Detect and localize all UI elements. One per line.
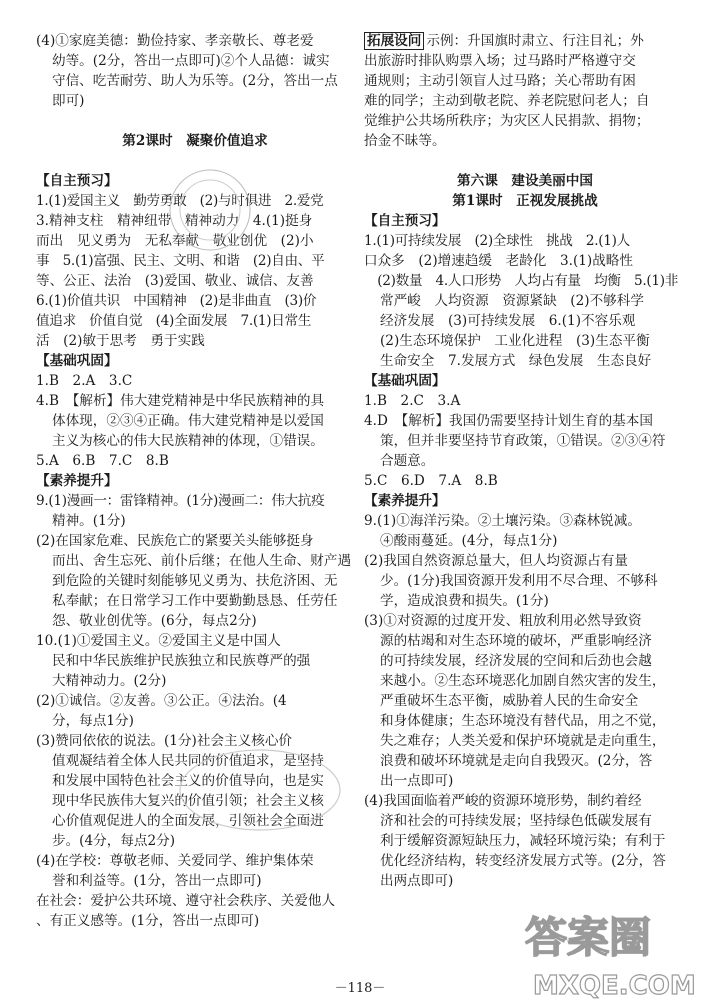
left-line: 即可) xyxy=(52,93,85,109)
left-line: (3)赞同依依的说法。(1分)社会主义核心价 xyxy=(36,733,293,749)
left-line: 3.精神支柱 精神纽带 精神动力 4.(1)挺身 xyxy=(36,213,313,229)
left-line: 值追求 价值自觉 (4)全面发展 7.(1)日常生 xyxy=(36,313,312,329)
right-line: 【基础巩固】 xyxy=(364,373,446,389)
left-line: 主义为核心的伟大民族精神的体现，①错误。 xyxy=(52,433,324,449)
left-line: 民和中华民族维护民族独立和民族尊严的强 xyxy=(52,653,311,669)
right-line: 第六课 建设美丽中国 xyxy=(457,173,593,189)
left-line: 10.(1)①爱国主义。②爱国主义是中国人 xyxy=(36,633,281,649)
left-line: 分，每点1分) xyxy=(52,713,134,729)
left-line: 誉和利益等。(1分，答出一点即可) xyxy=(52,873,262,889)
left-line: (2)在国家危难、民族危亡的紧要关头能够挺身 xyxy=(36,533,314,549)
left-line: 心价值观促进人的全面发展，引领社会全面进 xyxy=(52,813,324,829)
right-line: 拾金不昧等。 xyxy=(364,133,446,149)
right-line: (2)我国自然资源总量大，但人均资源占有量 xyxy=(364,553,628,569)
right-line: 5.C 6.D 7.A 8.B xyxy=(364,473,498,489)
right-line: 利于缓解资源短缺压力，减轻环境污染；有利于 xyxy=(380,833,666,849)
right-line: 出旅游时排队购票入场；过马路时严格遵守交 xyxy=(364,53,636,69)
left-line: (4)在学校：尊敬老师、关爱同学、维护集体荣 xyxy=(36,853,314,869)
right-line: 1.B 2.C 3.A xyxy=(364,393,461,409)
logo-url: MXQE.COM xyxy=(533,971,696,1000)
right-line: (2)数量 4.人口形势 人均占有量 均衡 5.(1)非 xyxy=(364,273,679,289)
left-line: 守信、吃苦耐劳、助人为乐等。(2分，答出一点 xyxy=(52,73,338,89)
left-line: 和发展中国特色社会主义的价值导向，也是实 xyxy=(52,773,324,789)
extension-question-text: 示例：升国旗时肃立、行注目礼；外 xyxy=(426,33,644,49)
left-line: 1.(1)爱国主义 勤劳勇敢 (2)与时俱进 2.爱党 xyxy=(36,193,324,209)
right-line: 少。(1分)我国资源开发利用不尽合理、不够科 xyxy=(380,573,658,589)
right-line: 4.D 【解析】我国仍需要坚持计划生育的基本国 xyxy=(364,413,653,429)
right-line: 浪费和破坏环境就是走向自我毁灭。(2分，答 xyxy=(380,753,653,769)
right-line: 的可持续发展，经济发展的空间和后劲也会越 xyxy=(380,653,652,669)
left-line: 到危险的关键时刻能够见义勇为、扶危济困、无 xyxy=(52,573,338,589)
right-line: 出一点即可) xyxy=(380,773,454,789)
left-line: 而出、舍生忘死、前仆后继；在他人生命、财产遇 xyxy=(52,553,352,569)
left-line: (2)①诚信。②友善。③公正。④法治。(4 xyxy=(36,693,287,709)
logo-text: 答案圈 xyxy=(525,913,652,962)
left-line: 大精神动力。(2分) xyxy=(52,673,167,689)
left-line: 现中华民族伟大复兴的价值引领；社会主义核 xyxy=(52,793,324,809)
right-line: 【素养提升】 xyxy=(364,493,446,509)
right-line: 难的同学；主动到敬老院、养老院慰问老人；自 xyxy=(364,93,650,109)
right-line: 优化经济结构，转变经济发展方式等。(2分，答 xyxy=(380,853,666,869)
right-line: 通规则；主动引领盲人过马路；关心帮助有困 xyxy=(364,73,636,89)
right-line: 策，但并非要坚持节育政策，①错误。②③④符 xyxy=(380,433,666,449)
right-line: 口众多 (2)增速趋缓 老龄化 3.(1)战略性 xyxy=(364,253,633,269)
right-line: 失之难存；人类关爱和保护环境就是走向重生， xyxy=(380,733,666,749)
page-number: －118－ xyxy=(334,981,386,996)
right-line: 1.(1)可持续发展 (2)全球性 挑战 2.(1)人 xyxy=(364,233,630,249)
left-line: 怨、敬业创优等。(6分，每点2分) xyxy=(52,613,257,629)
left-line: 在社会：爱护公共环境、遵守社会秩序、关爱他人 xyxy=(36,893,336,909)
left-line: 事 5.(1)富强、民主、文明、和谐 (2)自由、平 xyxy=(36,253,325,269)
right-line: 济和社会的可持续发展；坚持绿色低碳发展有 xyxy=(380,813,652,829)
left-line: 第2课时 凝聚价值追求 xyxy=(122,133,268,149)
right-line: 学，造成浪费和损失。(1分) xyxy=(380,593,549,609)
right-line: 经济发展 (3)可持续发展 6.(1)不容乐观 xyxy=(380,313,636,329)
left-line: 【素养提升】 xyxy=(36,473,118,489)
right-line: 9.(1)①海洋污染。②土壤污染。③森林锐减。 xyxy=(364,513,641,529)
extension-question-line xyxy=(364,31,644,51)
right-line: 第1课时 正视发展挑战 xyxy=(452,193,598,209)
left-line: 值观凝结着全体人民共同的价值追求，是坚持 xyxy=(52,753,324,769)
left-line: 体体现，②③④正确。伟大建党精神是以爱国 xyxy=(52,413,324,429)
left-line: 私奉献；在日常学习工作中要勤勤恳恳、任劳任 xyxy=(52,593,338,609)
left-line: 5.A 6.B 7.C 8.B xyxy=(36,453,169,469)
left-line: 幼等。(2分，答出一点即可)②个人品德：诚实 xyxy=(52,53,330,69)
left-line: 活 (2)敏于思考 勇于实践 xyxy=(36,333,205,349)
right-line: 生命安全 7.发展方式 绿色发展 生态良好 xyxy=(380,353,652,369)
right-line: 【自主预习】 xyxy=(364,213,446,229)
right-line: (4)我国面临着严峻的资源环境形势，制约着经 xyxy=(364,793,642,809)
right-line: 来越小。②生态环境恶化加剧自然灾害的发生， xyxy=(380,673,666,689)
left-line: 精神。(1分) xyxy=(52,513,126,529)
left-line: 【自主预习】 xyxy=(36,173,118,189)
right-line: 严重破坏生态平衡，威胁着人民的生命安全 xyxy=(380,693,639,709)
left-line: 【基础巩固】 xyxy=(36,353,118,369)
right-line: 合题意。 xyxy=(380,453,435,469)
left-line: 步。(4分，每点2分) xyxy=(52,833,176,849)
left-line: 等、公正、法治 (3)爱国、敬业、诚信、友善 xyxy=(36,273,314,289)
right-line: ④酸雨蔓延。(4分，每点1分) xyxy=(380,533,558,549)
left-line: 4.B 【解析】伟大建党精神是中华民族精神的具 xyxy=(36,393,325,409)
left-line: 1.B 2.A 3.C xyxy=(36,373,133,389)
left-line: 6.(1)价值共识 中国精神 (2)是非曲直 (3)价 xyxy=(36,293,317,309)
extension-question-tag: 拓展设问 xyxy=(364,32,424,50)
right-line: 常严峻 人均资源 资源紧缺 (2)不够科学 xyxy=(380,293,644,309)
right-line: 觉维护公共场所秩序；为灾区人民捐款、捐物； xyxy=(364,113,650,129)
right-line: (3)①对资源的过度开发、粗放利用必然导致资 xyxy=(364,613,642,629)
left-line: 、有正义感等。(1分，答出一点即可) xyxy=(36,913,260,929)
right-line: 源的枯竭和对生态环境的破坏，严重影响经济 xyxy=(380,633,652,649)
right-line: 和身体健康；生态环境没有替代品，用之不觉， xyxy=(380,713,666,729)
left-line: (4)①家庭美德：勤俭持家、孝亲敬长、尊老爱 xyxy=(36,33,314,49)
left-line: 而出 见义勇为 无私奉献 敬业创优 (2)小 xyxy=(36,233,314,249)
right-line: (2)生态环境保护 工业化进程 (3)生态平衡 xyxy=(380,333,650,349)
right-line: 出两点即可) xyxy=(380,873,454,889)
left-line: 9.(1)漫画一：雷锋精神。(1分)漫画二：伟大抗疫 xyxy=(36,493,325,509)
